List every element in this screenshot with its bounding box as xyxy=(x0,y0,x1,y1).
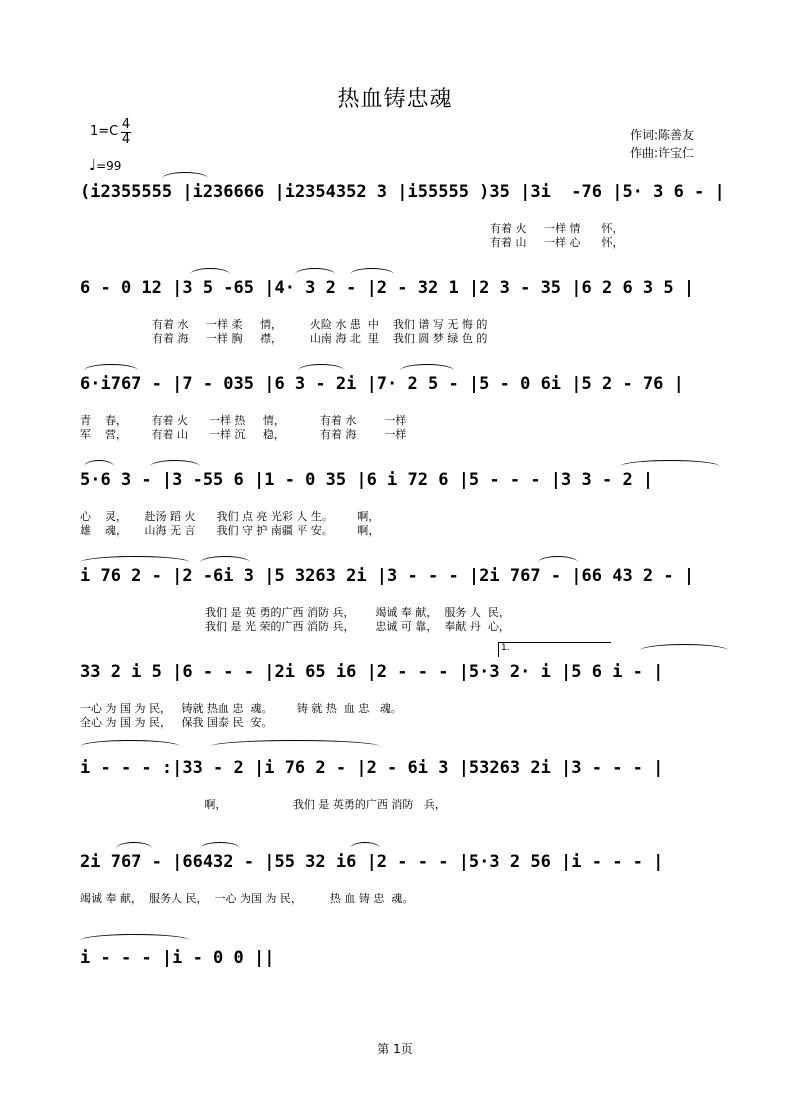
slur-mark xyxy=(80,556,190,569)
notation-line: 2i 767 - |66432 - |55 32 i6 |2 - - - |5·3 2 56 |i - - - | xyxy=(80,852,664,872)
slur-mark xyxy=(80,740,180,753)
lyric-verse-1: 心 灵， 赴汤 蹈 火 我们 点 亮 光彩 人 生。 啊， xyxy=(80,510,380,523)
score-system-5 xyxy=(80,556,728,636)
score-system-2 xyxy=(80,268,728,348)
slur-mark xyxy=(200,556,250,569)
score-system-3 xyxy=(80,364,728,444)
slur-mark xyxy=(210,740,380,753)
slur-mark xyxy=(295,268,335,281)
score-system-1 xyxy=(80,172,728,252)
volta-bracket: 1. xyxy=(498,642,611,657)
lyric-verse-2: 全心 为 国 为 民， 保我 国泰 民 安。 xyxy=(80,716,273,729)
song-title: 热血铸忠魂 xyxy=(337,87,453,112)
score-system-7 xyxy=(80,748,728,828)
slur-mark xyxy=(162,172,208,185)
slur-mark xyxy=(298,364,344,377)
notation-line: 6 - 0 12 |3 5 -65 |4· 3 2 - |2 - 32 1 |2 3 - 35 |6 2 6 3 5 | xyxy=(80,278,695,298)
quarter-note-icon: ♩ xyxy=(89,156,97,174)
slur-mark xyxy=(350,842,380,855)
notation-line: i - - - |i - 0 0 || xyxy=(80,948,275,968)
time-signature xyxy=(121,118,131,147)
slur-mark xyxy=(84,460,114,473)
score-system-8 xyxy=(80,842,728,922)
notation-line: (i2355555 |i236666 |i2354352 3 |i55555 )35 |3i -76 |5· 3 6 - | xyxy=(80,182,725,202)
lyric-verse-2: 雄 魂， 山海 无 言 我们 守 护 南疆 平 安。 啊， xyxy=(80,524,380,537)
lyric-verse-1: 啊， 我们 是 英勇的广西 消防 兵， xyxy=(180,798,446,811)
lyric-verse-2: 军 营， 有着 山 一样 沉 稳， 有着 海 一样 xyxy=(80,428,407,441)
meter-bottom: 4 xyxy=(121,132,131,147)
slur-mark xyxy=(538,556,578,569)
lyric-verse-1: 一心 为 国 为 民， 铸就 热血 忠 魂。 铸 就 热 血 忠 魂。 xyxy=(80,702,402,715)
slur-mark xyxy=(350,268,394,281)
score-system-6 xyxy=(80,643,728,732)
notation-line: i 76 2 - |2 -6i 3 |5 3263 2i |3 - - - |2i 767 - |66 43 2 - | xyxy=(80,566,695,586)
slur-mark xyxy=(84,364,138,377)
lyric-verse-1: 我们 是 英 勇的广西 消防 兵， 竭诚 奉 献， 服务 人 民， xyxy=(170,606,510,619)
tempo-value: =99 xyxy=(96,159,122,173)
page-number: 第 1页 xyxy=(377,1042,413,1056)
lyric-verse-2: 有着 山 一样 心 怀， xyxy=(490,236,624,249)
lyric-verse-1: 有着 水 一样 柔 情， 火险 水 患 中 我们 谱 写 无 悔 的 xyxy=(152,318,488,331)
lyric-verse-1: 青 春， 有着 火 一样 热 情， 有着 水 一样 xyxy=(80,414,407,427)
slur-mark xyxy=(150,460,200,473)
lyric-verse-1: 有着 火 一样 情 怀， xyxy=(490,222,624,235)
score-system-9 xyxy=(80,938,728,988)
slur-mark xyxy=(190,268,230,281)
composer-credit: 作曲:许宝仁 xyxy=(630,146,695,160)
slur-mark xyxy=(200,842,240,855)
notation-line: 5·6 3 - |3 -55 6 |1 - 0 35 |6 i 72 6 |5 - - - |3 3 - 2 | xyxy=(80,470,654,490)
slur-mark xyxy=(80,934,190,947)
slur-mark xyxy=(620,460,720,473)
slur-mark xyxy=(116,842,152,855)
notation-line: 33 2 i 5 |6 - - - |2i 65 i6 |2 - - - |5·3 2· i |5 6 i - | xyxy=(80,662,664,682)
meter-top: 4 xyxy=(121,117,131,132)
lyric-verse-2: 我们 是 光 荣的广西 消防 兵， 忠诚 可 靠， 奉献 丹 心， xyxy=(170,620,510,633)
slur-mark xyxy=(640,644,728,657)
slur-mark xyxy=(400,364,454,377)
notation-line: i - - - :|33 - 2 |i 76 2 - |2 - 6i 3 |53263 2i |3 - - - | xyxy=(80,758,664,778)
score-system-4 xyxy=(80,460,728,540)
notation-line: 6·i767 - |7 - 035 |6 3 - 2i |7· 2 5 - |5 - 0 6i |5 2 - 76 | xyxy=(80,374,684,394)
lyric-verse-1: 竭诚 奉 献， 服务人 民， 一心 为国 为 民， 热 血 铸 忠 魂。 xyxy=(80,892,414,905)
key-signature: 1=C xyxy=(90,124,119,139)
lyric-verse-2: 有着 海 一样 胸 襟， 山南 海 北 里 我们 圆 梦 绿 色 的 xyxy=(152,332,488,345)
lyricist-credit: 作词:陈善友 xyxy=(630,128,695,142)
